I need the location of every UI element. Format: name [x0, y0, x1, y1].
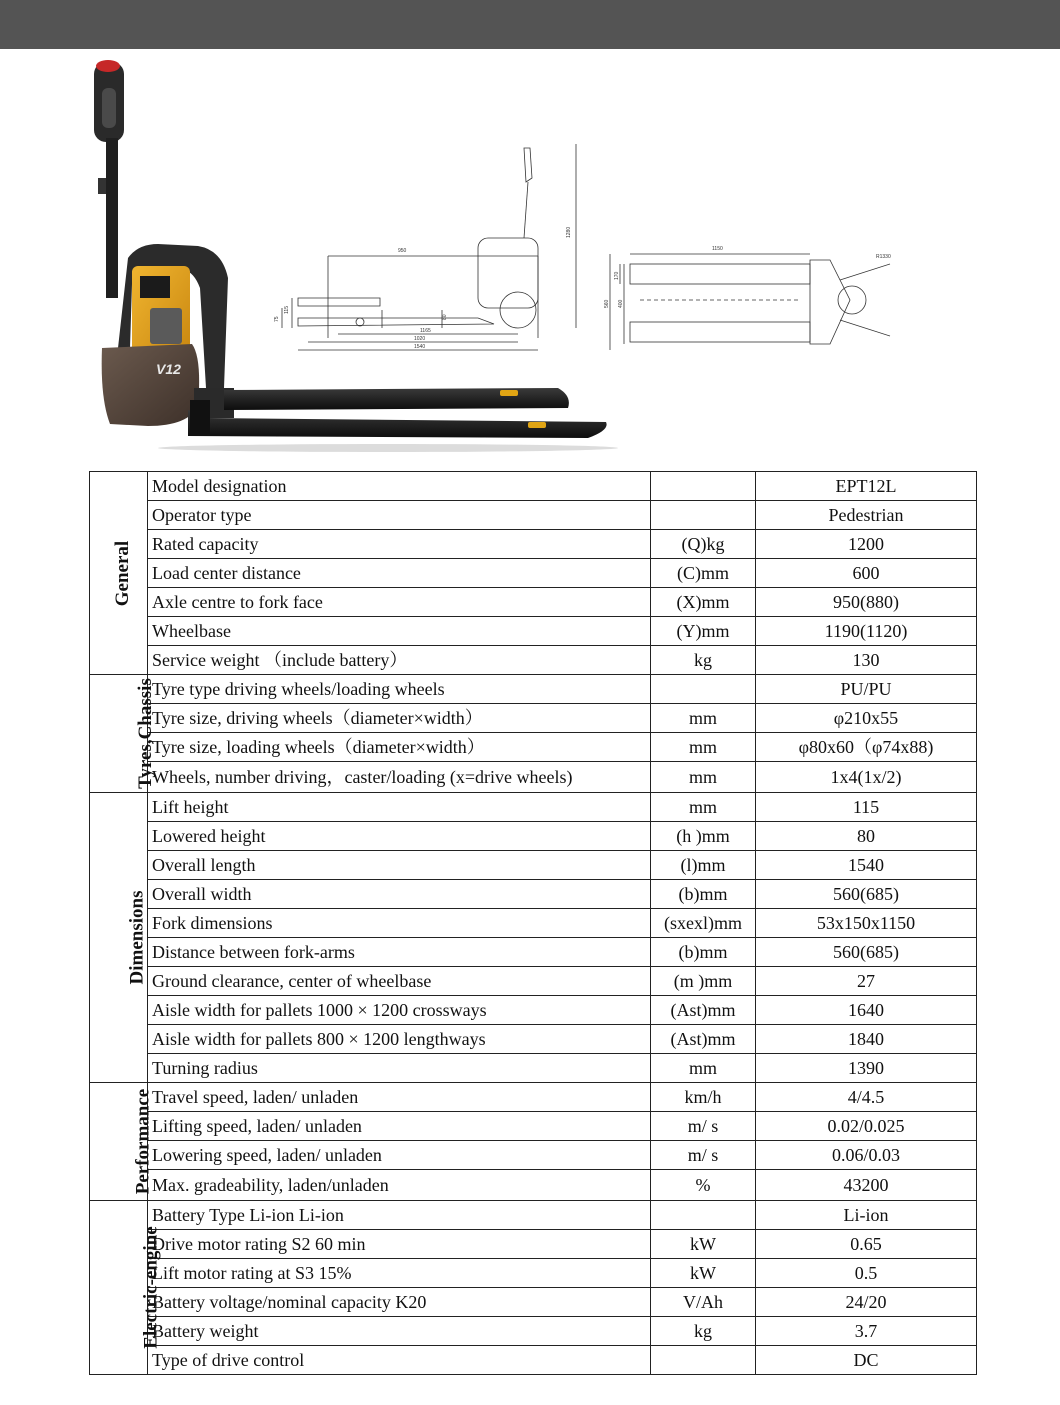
spec-unit: mm	[651, 704, 756, 733]
spec-name: Turning radius	[148, 1054, 651, 1083]
table-row	[90, 1141, 977, 1170]
spec-name: Type of drive control	[148, 1346, 651, 1375]
dim-label: 560	[604, 299, 610, 308]
table-row	[90, 1346, 977, 1375]
table-row	[90, 588, 977, 617]
spec-unit: kg	[651, 646, 756, 675]
spec-unit: %	[651, 1170, 756, 1201]
spec-value: 1540	[756, 851, 977, 880]
spec-unit: (m )mm	[651, 967, 756, 996]
spec-name: Drive motor rating S2 60 min	[148, 1230, 651, 1259]
spec-value: 1390	[756, 1054, 977, 1083]
spec-unit: mm	[651, 1054, 756, 1083]
spec-unit	[651, 1346, 756, 1375]
dim-label: 400	[618, 299, 624, 308]
table-row	[90, 1317, 977, 1346]
top-view-drawing	[600, 240, 900, 352]
spec-value: 0.65	[756, 1230, 977, 1259]
spec-unit	[651, 1201, 756, 1230]
spec-unit: km/h	[651, 1083, 756, 1112]
table-row	[90, 996, 977, 1025]
spec-unit: mm	[651, 762, 756, 793]
spec-name: Rated capacity	[148, 530, 651, 559]
spec-value: φ210x55	[756, 704, 977, 733]
spec-value: Li-ion	[756, 1201, 977, 1230]
spec-name: Wheels, number driving，caster/loading (x=drive wheels)	[148, 762, 651, 793]
spec-value: 0.5	[756, 1259, 977, 1288]
spec-unit: kW	[651, 1230, 756, 1259]
top-banner	[0, 0, 1060, 49]
spec-value: 560(685)	[756, 938, 977, 967]
spec-value: Pedestrian	[756, 501, 977, 530]
group-cell-tyres-chassis	[90, 675, 156, 793]
spec-name: Tyre size, driving wheels（diameter×width）	[148, 704, 651, 733]
table-row	[90, 559, 977, 588]
table-row	[90, 967, 977, 996]
spec-unit: (b)mm	[651, 938, 756, 967]
group-label: Tyres,Chassis	[134, 678, 156, 789]
spec-name: Overall length	[148, 851, 651, 880]
table-row	[90, 909, 977, 938]
spec-name: Ground clearance, center of wheelbase	[148, 967, 651, 996]
spec-value: 1x4(1x/2)	[756, 762, 977, 793]
spec-value: 43200	[756, 1170, 977, 1201]
side-view-drawing	[268, 138, 588, 358]
table-row	[90, 880, 977, 909]
group-label: General	[112, 540, 134, 606]
table-row	[90, 1201, 977, 1230]
spec-unit: V/Ah	[651, 1288, 756, 1317]
spec-name: Max. gradeability, laden/unladen	[148, 1170, 651, 1201]
table-row	[90, 1112, 977, 1141]
group-cell-electric-engine	[90, 1201, 162, 1375]
spec-unit: (Q)kg	[651, 530, 756, 559]
dim-label: 75	[274, 316, 280, 322]
dim-label: R1330	[876, 254, 891, 260]
dim-label: 1165	[420, 328, 431, 334]
dim-label: 1540	[414, 344, 426, 350]
table-row	[90, 675, 977, 704]
spec-unit: (b)mm	[651, 880, 756, 909]
spec-table	[89, 471, 977, 1375]
spec-name: Model designation	[148, 472, 651, 501]
spec-name: Battery Type Li-ion Li-ion	[148, 1201, 651, 1230]
spec-unit	[651, 501, 756, 530]
spec-name: Service weight （include battery）	[148, 646, 651, 675]
spec-name: Lift motor rating at S3 15%	[148, 1259, 651, 1288]
spec-unit: (Ast)mm	[651, 1025, 756, 1054]
spec-value: φ80x60（φ74x88)	[756, 733, 977, 762]
spec-value: 950(880)	[756, 588, 977, 617]
dim-label: 80	[442, 314, 448, 320]
spec-name: Battery weight	[148, 1317, 651, 1346]
spec-value: 27	[756, 967, 977, 996]
spec-value: 3.7	[756, 1317, 977, 1346]
spec-name: Tyre size, loading wheels（diameter×width）	[148, 733, 651, 762]
spec-value: 600	[756, 559, 977, 588]
spec-unit: kW	[651, 1259, 756, 1288]
table-row	[90, 1025, 977, 1054]
spec-value: 1200	[756, 530, 977, 559]
spec-value: EPT12L	[756, 472, 977, 501]
spec-name: Lowered height	[148, 822, 651, 851]
spec-name: Aisle width for pallets 1000 × 1200 crossways	[148, 996, 651, 1025]
table-row	[90, 938, 977, 967]
table-row	[90, 1083, 977, 1112]
spec-unit	[651, 472, 756, 501]
spec-value: PU/PU	[756, 675, 977, 704]
spec-value: 1840	[756, 1025, 977, 1054]
table-row	[90, 851, 977, 880]
spec-name: Aisle width for pallets 800 × 1200 lengthways	[148, 1025, 651, 1054]
table-row	[90, 822, 977, 851]
spec-name: Battery voltage/nominal capacity K20	[148, 1288, 651, 1317]
spec-name: Lift height	[148, 793, 651, 822]
spec-value: 80	[756, 822, 977, 851]
spec-unit: (C)mm	[651, 559, 756, 588]
table-row	[90, 1259, 977, 1288]
spec-unit: mm	[651, 793, 756, 822]
table-row	[90, 1170, 977, 1201]
group-cell-dimensions	[90, 793, 148, 1083]
dim-label: 950	[398, 248, 407, 254]
spec-name: Wheelbase	[148, 617, 651, 646]
spec-value: 560(685)	[756, 880, 977, 909]
spec-unit: kg	[651, 1317, 756, 1346]
spec-name: Lifting speed, laden/ unladen	[148, 1112, 651, 1141]
spec-unit: (h )mm	[651, 822, 756, 851]
dim-label: 1150	[712, 246, 723, 252]
dim-label: 1020	[414, 336, 426, 342]
table-row	[90, 530, 977, 559]
group-cell-general	[90, 472, 148, 675]
table-row	[90, 617, 977, 646]
spec-unit: (X)mm	[651, 588, 756, 617]
table-row	[90, 733, 977, 762]
table-row	[90, 762, 977, 793]
table-row	[90, 646, 977, 675]
spec-value: 53x150x1150	[756, 909, 977, 938]
table-row	[90, 1288, 977, 1317]
spec-value: 1640	[756, 996, 977, 1025]
spec-value: 24/20	[756, 1288, 977, 1317]
group-label: Performance	[132, 1088, 154, 1195]
dim-label: 115	[284, 306, 290, 314]
spec-value: 130	[756, 646, 977, 675]
spec-name: Operator type	[148, 501, 651, 530]
group-cell-performance	[90, 1083, 154, 1201]
spec-value: 115	[756, 793, 977, 822]
spec-unit: mm	[651, 733, 756, 762]
spec-name: Tyre type driving wheels/loading wheels	[148, 675, 651, 704]
spec-name: Travel speed, laden/ unladen	[148, 1083, 651, 1112]
spec-name: Fork dimensions	[148, 909, 651, 938]
spec-unit: (Y)mm	[651, 617, 756, 646]
spec-name: Distance between fork-arms	[148, 938, 651, 967]
spec-name: Axle centre to fork face	[148, 588, 651, 617]
table-row	[90, 793, 977, 822]
model-badge: V12	[156, 361, 181, 377]
spec-unit: (sxexl)mm	[651, 909, 756, 938]
spec-value: 0.06/0.03	[756, 1141, 977, 1170]
spec-value: 0.02/0.025	[756, 1112, 977, 1141]
spec-unit: m/ s	[651, 1141, 756, 1170]
dim-label: 1280	[566, 226, 572, 238]
spec-name: Load center distance	[148, 559, 651, 588]
group-label: Dimensions	[126, 890, 148, 985]
table-row	[90, 1230, 977, 1259]
spec-unit: m/ s	[651, 1112, 756, 1141]
spec-value: DC	[756, 1346, 977, 1375]
dim-label: 170	[614, 271, 620, 280]
spec-unit	[651, 675, 756, 704]
table-row	[90, 501, 977, 530]
spec-name: Lowering speed, laden/ unladen	[148, 1141, 651, 1170]
spec-unit: (l)mm	[651, 851, 756, 880]
spec-value: 1190(1120)	[756, 617, 977, 646]
table-row	[90, 472, 977, 501]
group-label: Electric-engine	[140, 1226, 162, 1349]
table-row	[90, 1054, 977, 1083]
spec-name: Overall width	[148, 880, 651, 909]
spec-unit: (Ast)mm	[651, 996, 756, 1025]
spec-value: 4/4.5	[756, 1083, 977, 1112]
table-row	[90, 704, 977, 733]
